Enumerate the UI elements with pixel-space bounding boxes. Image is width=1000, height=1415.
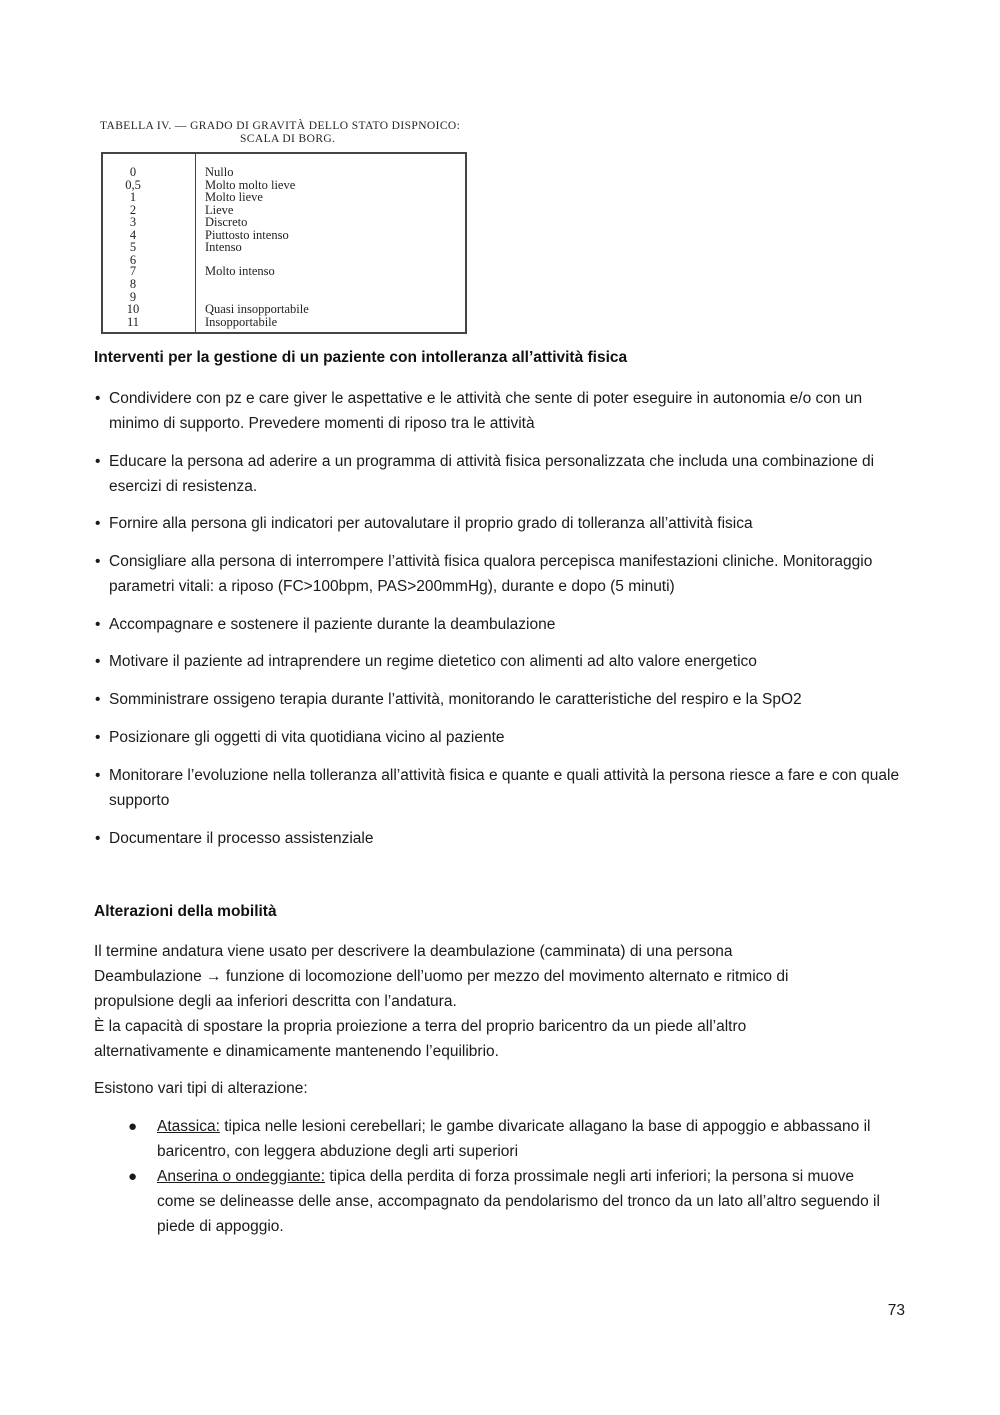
- table-caption-line2: SCALA DI BORG.: [240, 133, 336, 145]
- scale-value: 2: [129, 202, 137, 217]
- table-row: [103, 278, 465, 291]
- scale-value: 7: [129, 264, 137, 278]
- list-item: [95, 612, 915, 637]
- table-row: [103, 265, 465, 278]
- table-row: [103, 241, 465, 254]
- table-row: [103, 166, 465, 179]
- list-item-text: Documentare il processo assistenziale: [109, 830, 374, 847]
- list-item: [95, 763, 915, 813]
- scale-description: Nullo: [205, 165, 234, 179]
- list-item: [128, 1114, 888, 1164]
- section-heading-interventions: Interventi per la gestione di un paziente con intolleranza all’attività fisica: [94, 349, 628, 366]
- bullet-symbol: •: [95, 691, 101, 708]
- list-item-text: [128, 1164, 888, 1239]
- list-item-text: Consigliare alla persona di interrompere l’attività fisica qualora percepisca manifestazioni cliniche. Monitoraggio parametri vitali: a riposo (FC>100bpm, PAS>200mmHg), durante e dopo (5 minuti): [109, 553, 873, 595]
- scale-value: 1: [129, 190, 137, 204]
- scale-description: Discreto: [205, 215, 248, 229]
- table-row: [103, 303, 465, 316]
- scale-value: 5: [129, 240, 137, 254]
- scale-description: Lieve: [205, 202, 234, 217]
- list-item-term: Anserina o ondeggiante:: [157, 1168, 326, 1185]
- list-item: [95, 649, 915, 674]
- scale-description: Molto lieve: [205, 190, 263, 204]
- scale-value: 3: [129, 215, 137, 229]
- borg-scale-table: [101, 152, 467, 334]
- table-caption: [100, 120, 480, 146]
- paragraph-gait: [94, 939, 914, 1064]
- list-item: [95, 449, 915, 499]
- bullet-symbol: •: [95, 653, 101, 670]
- paragraph-line: propulsione degli aa inferiori descritta con l’andatura.: [94, 993, 457, 1010]
- list-item: [128, 1164, 888, 1239]
- paragraph-alteration-types: Esistono vari tipi di alterazione:: [94, 1080, 308, 1097]
- paragraph-line: alternativamente e dinamicamente mantenendo l’equilibrio.: [94, 1043, 499, 1060]
- table-row: [103, 204, 465, 217]
- bullet-symbol: •: [95, 767, 101, 784]
- list-item: [95, 826, 915, 851]
- scale-value: 6: [129, 252, 137, 267]
- bullet-symbol: •: [95, 390, 101, 407]
- scale-description: Quasi insopportabile: [205, 302, 309, 316]
- list-item-text: Posizionare gli oggetti di vita quotidiana vicino al paziente: [109, 729, 505, 746]
- list-item: [95, 511, 915, 536]
- bullet-symbol: •: [95, 453, 101, 470]
- list-item: [95, 687, 915, 712]
- table-caption-line1: TABELLA IV. — GRADO DI GRAVITÀ DELLO STATO DISPNOICO:: [100, 120, 461, 132]
- list-item-description: tipica nelle lesioni cerebellari; le gambe divaricate allagano la base di appoggio e abbassano il baricentro, con leggera abduzione degli arti superiori: [157, 1118, 871, 1160]
- table-row: [103, 216, 465, 229]
- section-heading-mobility: Alterazioni della mobilità: [94, 903, 277, 920]
- scale-value: 4: [129, 227, 137, 242]
- bullet-symbol: •: [95, 729, 101, 746]
- table-row: [103, 191, 465, 204]
- bullet-symbol: ●: [128, 1168, 138, 1185]
- scale-description: Molto molto lieve: [205, 177, 296, 192]
- list-item-text: Educare la persona ad aderire a un programma di attività fisica personalizzata che includa una combinazione di esercizi di resistenza.: [109, 453, 875, 495]
- table-row: [103, 316, 465, 329]
- paragraph-line: Deambulazione → funzione di locomozione dell’uomo per mezzo del movimento alternato e ritmico di: [94, 968, 789, 985]
- table-row: [103, 229, 465, 242]
- bullet-symbol: •: [95, 616, 101, 633]
- scale-value: 10: [126, 302, 140, 316]
- list-item-text: Accompagnare e sostenere il paziente durante la deambulazione: [109, 616, 556, 633]
- scale-description: Insopportabile: [205, 314, 278, 329]
- list-item-description: tipica della perdita di forza prossimale negli arti inferiori; la persona si muove come se delineasse delle anse, accompagnato da pendolarismo del tronco da un lato all’altro seguendo il piede di appoggio.: [157, 1168, 880, 1235]
- scale-value: 11: [126, 314, 140, 329]
- scale-description: Intenso: [205, 240, 242, 254]
- scale-value: 0,5: [125, 177, 141, 192]
- list-item-term: Atassica:: [157, 1118, 220, 1135]
- paragraph-line: Il termine andatura viene usato per descrivere la deambulazione (camminata) di una persona: [94, 943, 733, 960]
- list-item-text: Somministrare ossigeno terapia durante l’attività, monitorando le caratteristiche del respiro e la SpO2: [109, 691, 802, 708]
- bullet-symbol: •: [95, 553, 101, 570]
- list-item: [95, 549, 915, 599]
- scale-description: Piuttosto intenso: [205, 227, 289, 242]
- list-item: [95, 386, 915, 436]
- table-row: [103, 179, 465, 192]
- page-number: 73: [887, 1302, 905, 1319]
- list-item-text: [128, 1114, 888, 1164]
- list-item: [95, 725, 915, 750]
- paragraph-line: È la capacità di spostare la propria proiezione a terra del proprio baricentro da un piede all’altro: [94, 1018, 747, 1035]
- bullet-symbol: •: [95, 515, 101, 532]
- list-item-text: Motivare il paziente ad intraprendere un regime dietetico con alimenti ad alto valore energetico: [109, 653, 757, 670]
- scale-value: 8: [129, 277, 137, 291]
- scale-value: 0: [129, 165, 137, 179]
- bullet-symbol: ●: [128, 1118, 138, 1135]
- scale-description: Molto intenso: [205, 264, 275, 278]
- bullet-symbol: •: [95, 830, 101, 847]
- scale-value: 9: [129, 289, 137, 304]
- list-item-text: Monitorare l’evoluzione nella tolleranza all’attività fisica e quante e quali attività la persona riesce a fare e con quale supporto: [109, 767, 900, 809]
- list-item-text: Condividere con pz e care giver le aspettative e le attività che sente di poter eseguire in autonomia e/o con un minimo di supporto. Prevedere momenti di riposo tra le attività: [109, 390, 863, 432]
- list-item-text: Fornire alla persona gli indicatori per autovalutare il proprio grado di tolleranza all’attività fisica: [109, 515, 753, 532]
